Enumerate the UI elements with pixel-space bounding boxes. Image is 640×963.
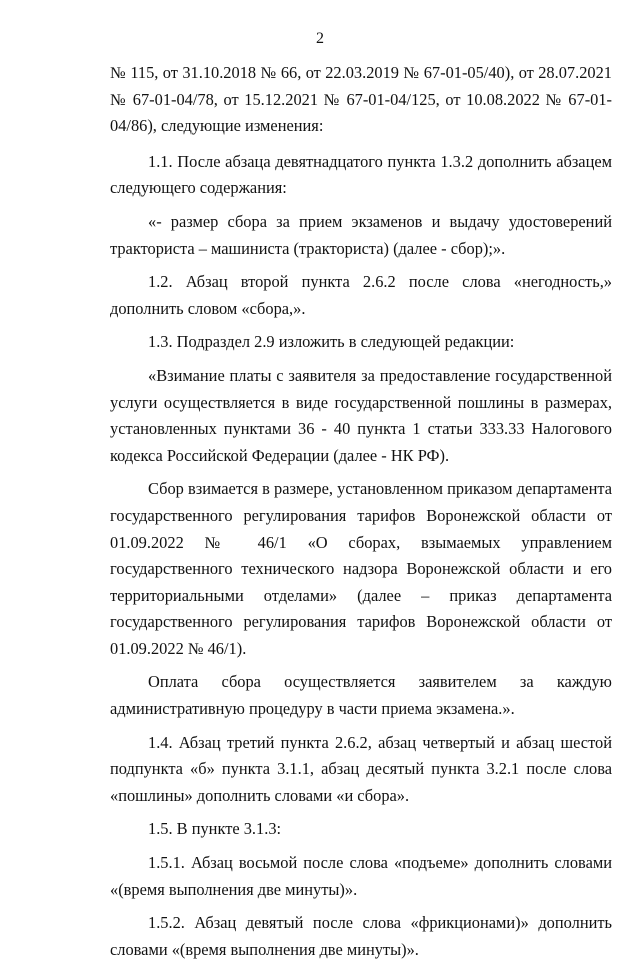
- payment-word: за: [519, 672, 534, 692]
- payment-word: Оплата: [148, 672, 199, 692]
- payment-word: заявителем: [418, 672, 497, 692]
- paragraph-1-2: 1.2. Абзац второй пункта 2.6.2 после слова «негодность,» дополнить словом «сбора,».: [110, 272, 612, 318]
- paragraph-1-1-quote: «- размер сбора за прием экзаменов и выдачу удостоверений тракториста – машиниста (тракториста) (далее - сбор);».: [110, 211, 612, 258]
- paragraph-1-1: 1.1. После абзаца девятнадцатого пункта 1.3.2 дополнить абзацем следующего содержания:: [110, 151, 612, 198]
- paragraph-1-3-payment: [110, 669, 612, 696]
- paragraph-1-3-quote: «Взимание платы с заявителя за предоставление государственной услуги осуществляется в виде государственной пошлины в размерах, установленных пунктами 36 - 40 пункта 1 статьи 333.33 Налогового кодекса Российской Федерации (далее - НК РФ).: [110, 365, 612, 465]
- payment-word: каждую: [556, 672, 612, 692]
- document-body: [110, 60, 612, 963]
- page-number: 2: [316, 30, 324, 47]
- payment-word: осуществляется: [284, 672, 396, 692]
- payment-rest-line: административную процедуру в части приема экзамена.».: [110, 699, 515, 719]
- paragraph-1-4: 1.4. Абзац третий пункта 2.6.2, абзац четвертый и абзац шестой подпункта «б» пункта 3.1.1, абзац десятый пункта 3.2.1 после слова «пошлины» дополнить словами «и сбора».: [110, 732, 612, 805]
- payment-first-line: [148, 669, 612, 696]
- paragraph-1-3: 1.3. Подраздел 2.9 изложить в следующей редакции:: [148, 332, 515, 352]
- paragraph-1-5: 1.5. В пункте 3.1.3:: [148, 819, 282, 839]
- payment-word: сбора: [221, 672, 261, 692]
- paragraph-1-3-fee: Сбор взимается в размере, установленном приказом департамента государственного регулирования тарифов Воронежской области от 01.09.2022 № 46/1 «О сборах, взымаемых управлением государственного технического надзора Воронежской области и его территориальными отделами» (далее – приказ департамента государственного регулирования тарифов Воронежской области от 01.09.2022 № 46/1).: [110, 479, 612, 658]
- paragraph-1-5-1: 1.5.1. Абзац восьмой после слова «подъеме» дополнить словами «(время выполнения две минуты)».: [110, 853, 612, 899]
- paragraph-1-5-2: 1.5.2. Абзац девятый после слова «фрикционами)» дополнить словами «(время выполнения две минуты)».: [110, 913, 612, 959]
- paragraph-intro: № 115, от 31.10.2018 № 66, от 22.03.2019 № 67-01-05/40), от 28.07.2021 № 67-01-04/78, от 15.12.2021 № 67-01-04/125, от 10.08.2022 № 67-01-04/86), следующие изменения:: [110, 63, 612, 136]
